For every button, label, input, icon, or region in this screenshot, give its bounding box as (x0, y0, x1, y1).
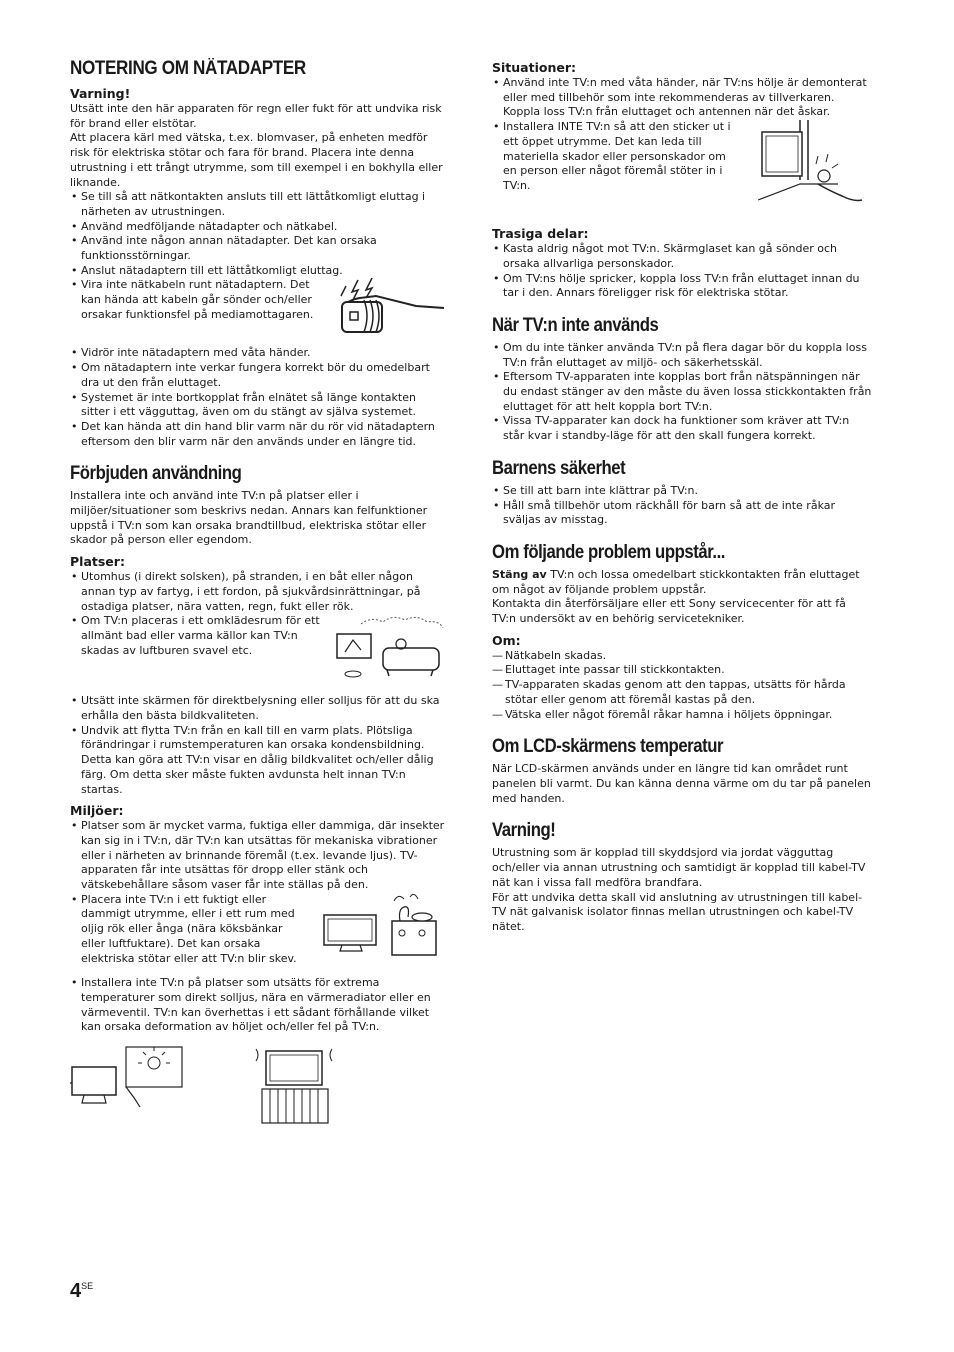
adapter-cable-illustration (336, 278, 448, 340)
page-title: NOTERING OM NÄTADAPTER (70, 58, 306, 79)
lcd-heading: Om LCD-skärmens temperatur (492, 736, 724, 758)
warning-heading: Varning! (70, 86, 131, 101)
list-item: — TV-apparaten skadas genom att den tappas, utsätts för hårda stötar eller genom att föremål kastas på den. (492, 678, 872, 707)
warning-para: Att placera kärl med vätska, t.ex. blomvaser, på enheten medför risk för elektriska stötar och fara för brand. Placera inte denna utrustning i ett trångt utrymme, som till exempel i en bokhylla eller liknande. (70, 131, 443, 189)
places-heading: Platser: (70, 554, 125, 570)
problem-para (492, 568, 872, 597)
environments-heading: Miljöer: (70, 803, 124, 819)
page-number-suffix: SE (81, 1281, 94, 1291)
list-item: • Vidrör inte nätadaptern med våta händer. (70, 346, 448, 361)
problem-para-2: Kontakta din återförsäljare eller ett Sony servicecenter för att få TV:n undersökt av en behörig servicetekniker. (492, 597, 846, 626)
list-item: • Om TV:ns hölje spricker, koppla loss TV:n från eluttaget innan du tar i den. Annars föreligger risk för elektriska stötar. (492, 272, 872, 301)
list-item: • Vissa TV-apparater kan dock ha funktioner som kräver att TV:n står kvar i standby-läge för att den skall fungera korrekt. (492, 414, 872, 443)
list-item: — Vätska eller något föremål råkar hamna i höljets öppningar. (492, 708, 872, 723)
warning-heading-2: Varning! (492, 820, 556, 842)
sunlight-illustration (70, 1045, 190, 1129)
om-list (492, 649, 872, 723)
broken-parts-heading: Trasiga delar: (492, 226, 589, 242)
list-item: — Eluttaget inte passar till stickkontakten. (492, 663, 872, 678)
right-column (492, 58, 872, 935)
list-item: • Platser som är mycket varma, fuktiga eller dammiga, där insekter kan sig in i TV:n, där TV:n kan utsättas för mekaniska vibrationer eller i närheten av brinnande föremål (t.ex. levande ljus). TV-apparaten får inte utsättas för dropp eller stänk och vätskebehållare såsom vaser får inte ställas på den. (70, 819, 448, 893)
adapter-list (70, 190, 448, 278)
adapter-figure-row (70, 278, 448, 340)
places-list-b (70, 694, 448, 797)
kitchen-illustration (322, 893, 440, 959)
kitchen-figure-row (70, 893, 448, 967)
situations-list (492, 76, 872, 120)
left-column (70, 58, 448, 1129)
list-item: — Nätkabeln skadas. (492, 649, 872, 664)
child-safety-heading: Barnens säkerhet (492, 457, 626, 479)
list-item: • Om nätadaptern inte verkar fungera korrekt bör du omedelbart dra ut den från eluttaget. (70, 361, 448, 390)
list-item: • Om TV:n placeras i ett omklädesrum för ett allmänt bad eller varma källor kan TV:n skadas av luftburen svavel etc. (70, 614, 325, 658)
child-safety-list (492, 484, 872, 528)
forbidden-intro: Installera inte och använd inte TV:n på platser eller i miljöer/situationer som beskrivs nedan. Annars kan felfunktioner uppstå i TV:n som kan orsaka brandtillbud, elektriska stötar eller skador på person eller egendom. (70, 489, 428, 547)
broken-parts-list (492, 242, 872, 301)
lcd-para: När LCD-skärmen används under en längre tid kan området runt panelen bli varmt. Du kan känna denna värme om du tar på panelen med handen. (492, 762, 871, 805)
page-number (70, 1280, 93, 1303)
warning-para: Utsätt inte den här apparaten för regn eller fukt för att undvika risk för brand eller elstötar. (70, 102, 442, 130)
radiator-illustration (252, 1045, 338, 1129)
problem-bold: Stäng av (492, 567, 547, 581)
places-list (70, 570, 448, 614)
bath-figure-row (70, 614, 448, 680)
protruding-tv-illustration (758, 120, 870, 216)
list-item: • Anslut nätadaptern till ett lättåtkomligt eluttag. (70, 264, 448, 279)
list-item: • Installera inte TV:n på platser som utsätts för extrema temperaturer som direkt solljus, nära en värmeradiator eller en värmeventil. TV:n kan överhettas i ett sådant förhållande vilket kan orsaka deformation av höljet och/eller fel på TV:n. (70, 976, 448, 1035)
list-item: • Utomhus (i direkt solsken), på stranden, i en båt eller någon annan typ av fartyg, i ett fordon, på sjukvårdsinrättningar, på ostadiga platser, nära vatten, regn, fukt eller rök. (70, 570, 448, 614)
environments-list (70, 819, 448, 893)
list-item: • Använd inte TV:n med våta händer, när TV:ns hölje är demonterat eller med tillbehör som inte rekommenderas av tillverkaren. Koppla loss TV:n från eluttaget och antennen när det åskar. (492, 76, 872, 120)
adapter-list-b (70, 346, 448, 449)
list-item: • Placera inte TV:n i ett fuktigt eller dammigt utrymme, eller i ett rum med oljig rök eller ånga (nära köksbänkar eller luftfuktare). Det kan orsaka elektriska stötar eller att TV:n blir skev. (70, 893, 310, 967)
list-item: • Se till att barn inte klättrar på TV:n. (492, 484, 872, 499)
list-item: • Använd medföljande nätadapter och nätkabel. (70, 220, 448, 235)
page-number-digit: 4 (70, 1280, 82, 1302)
unused-list (492, 341, 872, 444)
warning-para-2b: För att undvika detta skall vid anslutning av utrustningen till kabel-TV nät galvanisk isolator finnas mellan utrustningen och kabel-TV nätet. (492, 890, 863, 933)
unused-heading: När TV:n inte används (492, 314, 659, 336)
list-item: • Installera INTE TV:n så att den sticker ut i ett öppet utrymme. Det kan leda till materiella skador eller personskador om en person eller något föremål stöter in i TV:n. (492, 120, 740, 194)
om-heading: Om: (492, 632, 521, 648)
list-item: • Kasta aldrig något mot TV:n. Skärmglaset kan gå sönder och orsaka allvarliga personskador. (492, 242, 872, 271)
list-item: • Eftersom TV-apparaten inte kopplas bort från nätspänningen när du endast stänger av den måste du även lossa stickkontakten från eluttaget för att helt koppla bort TV:n. (492, 370, 872, 414)
warning-para-2a: Utrustning som är kopplad till skyddsjord via jordat vägguttag och/eller via annan utrustning och samtidigt är kopplad till kabel-TV nät kan i vissa fall medföra brandfara. (492, 846, 866, 889)
problem-heading: Om följande problem uppstår... (492, 541, 725, 563)
list-item: • Vira inte nätkabeln runt nätadaptern. Det kan hända att kabeln går sönder och/eller orsakar funktionsfel på mediamottagaren. (70, 278, 324, 322)
list-item: • Om du inte tänker använda TV:n på flera dagar bör du koppla loss TV:n från eluttaget av miljö- och säkerhetsskäl. (492, 341, 872, 370)
forbidden-heading: Förbjuden användning (70, 463, 242, 485)
environments-list-b (70, 976, 448, 1035)
list-item: • Se till så att nätkontakten ansluts till ett lättåtkomligt eluttag i närheten av utrustningen. (70, 190, 448, 219)
list-item: • Det kan hända att din hand blir varm när du rör vid nätadaptern eftersom den blir varm när den används under en längre tid. (70, 420, 448, 449)
list-item: • Använd inte någon annan nätadapter. Det kan orsaka funktionsstörningar. (70, 234, 448, 263)
protruding-tv-figure-row (492, 120, 872, 216)
list-item: • Håll små tillbehör utom räckhåll för barn så att de inte råkar sväljas av misstag. (492, 499, 872, 528)
bath-illustration (331, 614, 447, 680)
list-item: • Systemet är inte bortkopplat från elnätet så länge kontakten sitter i ett vägguttag, även om du stängt av själva systemet. (70, 391, 448, 420)
list-item: • Utsätt inte skärmen för direktbelysning eller solljus för att du ska erhålla den bästa bildkvaliteten. (70, 694, 448, 723)
problem-rest: TV:n och lossa omedelbart stickkontakten från eluttaget om något av följande problem uppstår. (492, 567, 860, 596)
list-item: • Undvik att flytta TV:n från en kall till en varm plats. Plötsliga förändringar i rumstemperaturen kan orsaka kondensbildning. Detta kan göra att TV:n visar en dålig bildkvalitet och/eller dålig färg. Om detta sker måste fukten avdunsta helt innan TV:n startas. (70, 724, 448, 798)
heat-figures (70, 1045, 448, 1129)
situations-heading: Situationer: (492, 60, 576, 75)
